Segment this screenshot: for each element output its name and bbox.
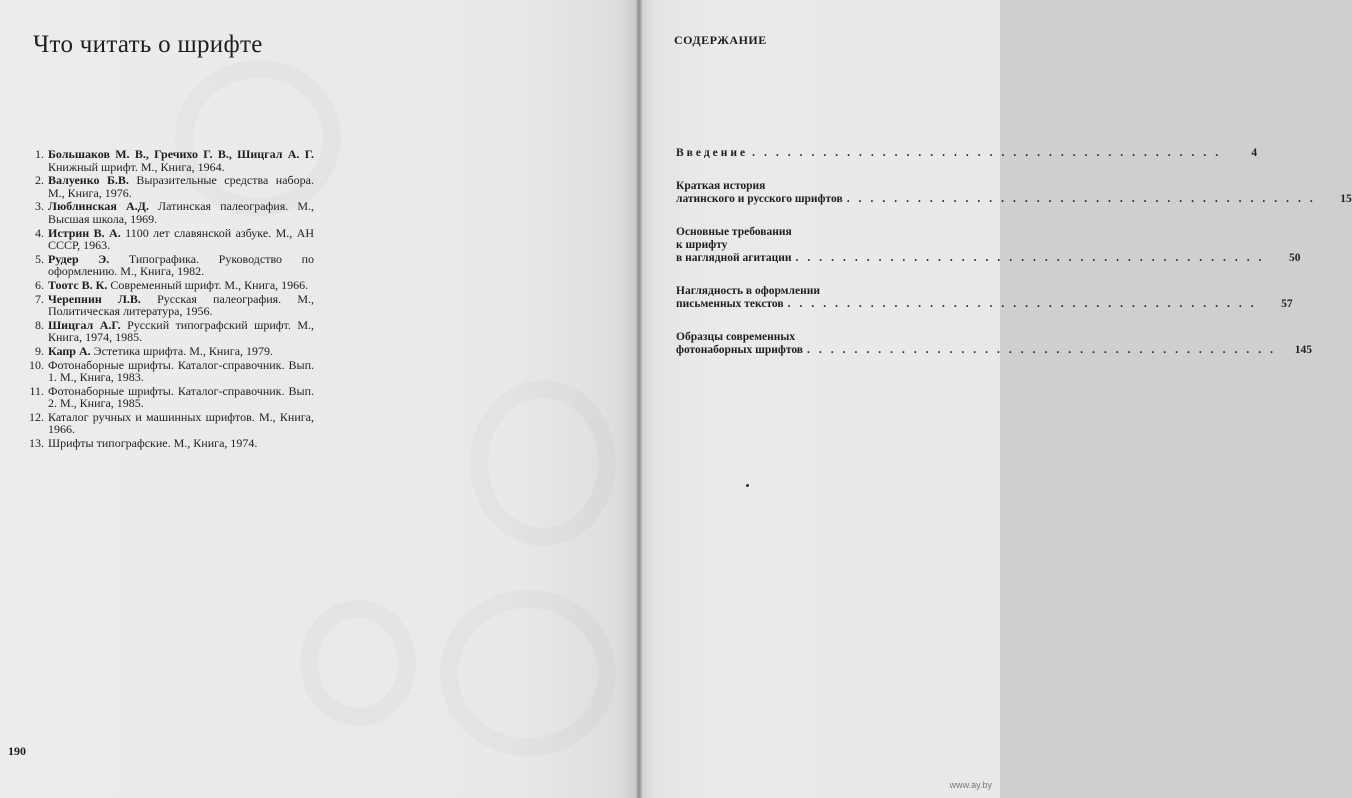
- toc-entry-label: фотонаборных шрифтов: [676, 344, 804, 356]
- bibliography-item: [14, 174, 314, 199]
- item-author: Капр А.: [48, 343, 91, 358]
- toc-entry-line: Краткая история: [676, 180, 766, 192]
- item-text: [48, 279, 314, 292]
- item-author: Черепнин Л.В.: [48, 291, 141, 306]
- item-number: 5.: [35, 251, 44, 266]
- item-title: Современный шрифт. М., Книга, 1966.: [107, 277, 309, 292]
- item-title: Типографика. Руководство по оформлению. М., Книга, 1982.: [48, 251, 314, 279]
- item-text: [48, 437, 314, 450]
- item-title: Фотонаборные шрифты. Каталог-справочник. Вып. 1. М., Книга, 1983.: [48, 357, 314, 385]
- show-through-ghost: [300, 600, 416, 726]
- item-title: Шрифты типографские. М., Книга, 1974.: [48, 436, 258, 451]
- toc-entry-label: Введение: [676, 147, 749, 159]
- bibliography-list: [14, 148, 314, 451]
- item-text: [48, 411, 314, 436]
- item-title: Русский типографский шрифт. М., Книга, 1974, 1985.: [48, 317, 314, 345]
- item-title: Выразительные средства набора. М., Книга, 1976.: [48, 173, 314, 200]
- bibliography-item: [14, 227, 314, 252]
- item-text: [48, 200, 314, 225]
- item-title: Каталог ручных и машинных шрифтов. М., Книга, 1966.: [48, 409, 314, 437]
- toc-entry: [676, 147, 1258, 160]
- item-number: 2.: [35, 173, 44, 188]
- show-through-ghost: [440, 590, 616, 756]
- toc-page-number: 15: [1340, 193, 1352, 205]
- item-number: 11.: [29, 383, 44, 398]
- item-number: 4.: [35, 225, 44, 240]
- toc-entry: [676, 331, 1313, 357]
- item-title: Эстетика шрифта. М., Книга, 1979.: [90, 343, 274, 358]
- toc-entry-label: письменных текстов: [676, 298, 784, 310]
- right-page: [640, 0, 1000, 798]
- leader-dots: ........................................: [807, 344, 1283, 356]
- item-author: Рудер Э.: [48, 251, 110, 266]
- toc-page-number: 145: [1294, 344, 1313, 356]
- item-author: Истрин В. А.: [48, 225, 121, 240]
- item-title: Латинская палеография. М., Высшая школа, 1969.: [48, 199, 314, 226]
- item-text: [48, 174, 314, 199]
- bibliography-item: [14, 437, 314, 450]
- item-number: 8.: [35, 317, 44, 332]
- item-title: Фотонаборные шрифты. Каталог-справочник. Вып. 2. М., Книга, 1985.: [48, 383, 314, 411]
- bibliography-item: [14, 200, 314, 225]
- book-spine-gutter: [636, 0, 642, 798]
- item-number: 13.: [29, 436, 44, 451]
- item-title: 1100 лет славянской азбуке. М., АН СССР, 1963.: [48, 225, 314, 253]
- leader-dots: ........................................: [787, 298, 1263, 310]
- item-number: 12.: [29, 409, 44, 424]
- item-text: [48, 359, 314, 384]
- page-number: 190: [8, 744, 26, 758]
- item-text: [48, 385, 314, 410]
- bibliography-item: [14, 293, 314, 318]
- item-text: [48, 253, 314, 278]
- toc-entry-line: к шрифту: [676, 239, 728, 251]
- item-number: 10.: [29, 357, 44, 372]
- toc-page-number: 57: [1281, 298, 1293, 310]
- item-text: [48, 227, 314, 252]
- item-number: 7.: [35, 291, 44, 306]
- item-text: [48, 319, 314, 344]
- bibliography-item: [14, 359, 314, 384]
- page-title: Что читать о шрифте: [33, 31, 263, 58]
- toc-entry: [676, 226, 1301, 265]
- toc-page-number: 4: [1251, 147, 1258, 159]
- item-number: 3.: [35, 199, 44, 214]
- bibliography-item: [14, 279, 314, 292]
- bibliography-item: [14, 411, 314, 436]
- item-author: Большаков М. В., Гречихо Г. В., Шицгал А. Г.: [48, 147, 314, 161]
- toc-entry-line: Основные требования: [676, 226, 792, 238]
- leader-dots: ........................................: [752, 147, 1228, 159]
- bibliography-item: [14, 253, 314, 278]
- item-title: Русская палеография. М., Политическая литература, 1956.: [48, 291, 315, 319]
- leader-dots: ........................................: [846, 193, 1322, 205]
- toc-entry-label: латинского и русского шрифтов: [676, 193, 843, 205]
- bibliography-item: [14, 385, 314, 410]
- leader-dots: ........................................: [795, 252, 1271, 264]
- toc-entry-line: Наглядность в оформлении: [676, 285, 820, 297]
- watermark: www.ay.by: [949, 780, 992, 790]
- toc-entry-line: Образцы современных: [676, 331, 796, 343]
- item-text: [48, 148, 314, 173]
- item-number: 9.: [35, 343, 44, 358]
- item-title: Книжный шрифт. М., Книга, 1964.: [48, 159, 225, 174]
- item-text: [48, 293, 314, 318]
- ink-speck: [746, 484, 749, 487]
- item-number: 6.: [35, 277, 44, 292]
- bibliography-item: [14, 345, 314, 358]
- table-of-contents: [676, 147, 1352, 377]
- item-author: Шицгал А.Г.: [48, 317, 121, 332]
- toc-entry: [676, 180, 1352, 206]
- item-text: [48, 345, 314, 358]
- show-through-ghost: [470, 380, 616, 546]
- toc-page-number: 50: [1288, 252, 1301, 264]
- bibliography-item: [14, 319, 314, 344]
- item-author: Тоотс В. К.: [48, 277, 108, 292]
- item-author: Валуенко Б.В.: [48, 173, 129, 188]
- toc-title: СОДЕРЖАНИЕ: [674, 33, 767, 47]
- bibliography-item: [14, 148, 314, 173]
- toc-entry: [676, 285, 1293, 311]
- toc-entry-label: в наглядной агитации: [676, 252, 792, 264]
- item-author: Люблинская А.Д.: [48, 199, 149, 214]
- item-number: 1.: [35, 147, 44, 161]
